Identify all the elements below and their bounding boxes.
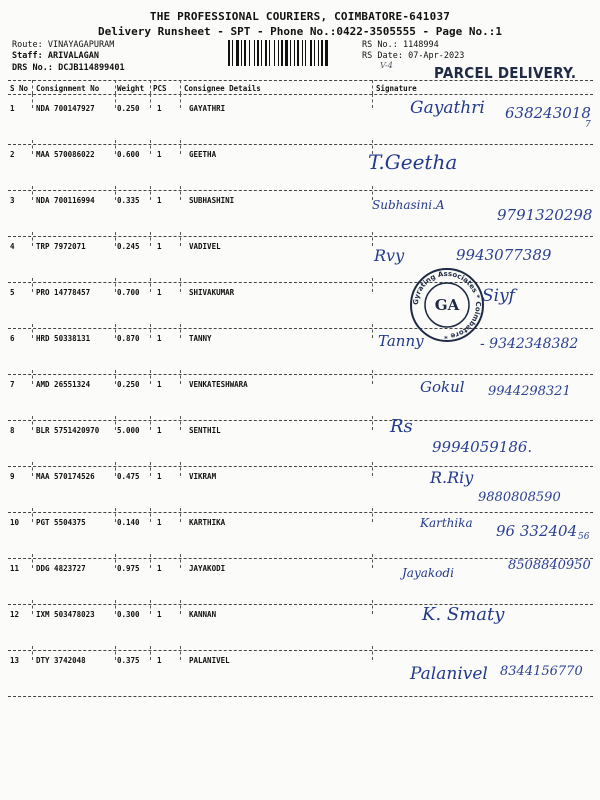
handwritten-phone: 8508840950 xyxy=(508,558,591,573)
row-separator xyxy=(8,144,593,145)
col-divider xyxy=(115,140,116,154)
sno-cell: 4 xyxy=(10,242,15,251)
col-divider xyxy=(115,462,116,476)
route-label: Route: xyxy=(12,40,43,50)
sno-cell: 9 xyxy=(10,472,15,481)
col-divider xyxy=(32,554,33,568)
col-divider xyxy=(372,186,373,200)
row-separator xyxy=(8,604,593,605)
barcode-bar xyxy=(269,40,270,66)
consignment-no-cell: AMD 26551324 xyxy=(36,380,91,389)
sno-cell: 10 xyxy=(10,518,20,527)
col-header-consignee: Consignee Details xyxy=(184,84,261,93)
col-divider xyxy=(115,416,116,430)
sno-cell: 5 xyxy=(10,288,15,297)
rs-no-line xyxy=(362,40,439,50)
col-divider xyxy=(32,186,33,200)
consignment-no-cell: DDG 4823727 xyxy=(36,564,86,573)
col-divider xyxy=(32,278,33,292)
consignment-no-cell: NDA 700116994 xyxy=(36,196,95,205)
barcode-bar xyxy=(325,40,328,66)
col-divider xyxy=(372,94,373,108)
barcode-bar xyxy=(285,40,288,66)
weight-cell: 0.475 xyxy=(117,472,140,481)
handwritten-phone: 9944298321 xyxy=(488,384,571,399)
col-divider xyxy=(115,278,116,292)
barcode-bar xyxy=(310,40,312,66)
col-divider xyxy=(372,278,373,292)
col-divider xyxy=(372,80,373,94)
row-separator xyxy=(8,282,593,283)
col-divider xyxy=(32,80,33,94)
col-divider xyxy=(32,94,33,108)
sno-cell: 2 xyxy=(10,150,15,159)
col-divider xyxy=(180,140,181,154)
stamp-ring-text: Gyrating Associates * Coimbatore * xyxy=(411,269,483,341)
handwritten-signature: Tanny xyxy=(378,332,424,350)
col-divider xyxy=(372,370,373,384)
col-divider xyxy=(372,600,373,614)
consignee-cell: JAYAKODI xyxy=(189,564,226,573)
staff-value: ARIVALAGAN xyxy=(47,51,100,61)
col-header-pcs: PCS xyxy=(153,84,167,93)
weight-cell: 0.375 xyxy=(117,656,140,665)
barcode-bar xyxy=(297,40,299,66)
col-divider xyxy=(372,554,373,568)
sno-cell: 12 xyxy=(10,610,20,619)
barcode-bar xyxy=(244,40,246,66)
handwritten-phone: 9791320298 xyxy=(497,206,593,224)
handwritten-signature: K. Smaty xyxy=(422,604,505,625)
col-divider xyxy=(372,508,373,522)
route-value: VINAYAGAPURAM xyxy=(47,40,115,50)
col-divider xyxy=(32,416,33,430)
sno-cell: 11 xyxy=(10,564,20,573)
col-divider xyxy=(180,370,181,384)
col-divider xyxy=(150,646,151,660)
handwritten-signature: R.Riy xyxy=(430,468,474,487)
col-divider xyxy=(32,324,33,338)
col-divider xyxy=(150,94,151,108)
route-line xyxy=(12,40,114,50)
pcs-cell: 1 xyxy=(157,518,162,527)
runsheet-subtitle: Delivery Runsheet - SPT - Phone No.:0422-3505555 - Page No.:1 xyxy=(98,25,502,38)
consignee-cell: VADIVEL xyxy=(189,242,221,251)
drs-value: DCJB114899401 xyxy=(58,63,125,73)
handwritten-phone-extra: 56 xyxy=(578,532,590,542)
staff-line xyxy=(12,51,99,61)
barcode-bar xyxy=(257,40,259,66)
col-divider xyxy=(150,416,151,430)
handwritten-signature: Rvy xyxy=(374,246,405,265)
col-divider xyxy=(150,232,151,246)
rs-date-value: 07-Apr-2023 xyxy=(408,51,465,61)
col-divider xyxy=(32,462,33,476)
col-divider xyxy=(150,554,151,568)
consignment-no-cell: MAA 570086022 xyxy=(36,150,95,159)
parcel-delivery-stamp: PARCEL DELIVERY. xyxy=(434,64,577,82)
col-divider xyxy=(32,646,33,660)
weight-cell: 0.700 xyxy=(117,288,140,297)
col-divider xyxy=(32,370,33,384)
consignment-no-cell: HRD 50338131 xyxy=(36,334,91,343)
col-divider xyxy=(150,508,151,522)
consignment-no-cell: TRP 7972071 xyxy=(36,242,86,251)
weight-cell: 5.000 xyxy=(117,426,140,435)
drs-label: DRS No.: xyxy=(12,63,53,73)
barcode-bar xyxy=(302,40,303,66)
stamp-initials: GA xyxy=(434,296,460,314)
sno-cell: 13 xyxy=(10,656,20,665)
handwritten-phone: 8344156770 xyxy=(500,664,583,679)
rs-date-line xyxy=(362,51,464,61)
col-divider xyxy=(115,600,116,614)
col-divider xyxy=(180,232,181,246)
barcode-bar xyxy=(249,40,250,66)
consignee-cell: SENTHIL xyxy=(189,426,221,435)
col-divider xyxy=(180,186,181,200)
col-divider xyxy=(180,416,181,430)
sno-cell: 7 xyxy=(10,380,15,389)
sno-cell: 6 xyxy=(10,334,15,343)
barcode-bar xyxy=(274,40,275,66)
col-divider xyxy=(115,80,116,94)
col-divider xyxy=(150,324,151,338)
weight-cell: 0.140 xyxy=(117,518,140,527)
barcode-bar xyxy=(232,40,233,66)
consignment-no-cell: IXM 503478023 xyxy=(36,610,95,619)
pcs-cell: 1 xyxy=(157,334,162,343)
pcs-cell: 1 xyxy=(157,610,162,619)
col-divider xyxy=(372,416,373,430)
company-round-stamp xyxy=(408,266,486,344)
handwritten-signature: Gayathri xyxy=(410,98,485,118)
handwritten-phone: 638243018 xyxy=(505,104,591,122)
col-divider xyxy=(115,646,116,660)
col-divider xyxy=(180,646,181,660)
consignee-cell: VENKATESHWARA xyxy=(189,380,248,389)
col-divider xyxy=(32,232,33,246)
handwritten-phone: - 9342348382 xyxy=(480,336,579,352)
row-separator xyxy=(8,420,593,421)
pcs-cell: 1 xyxy=(157,564,162,573)
table-header-rule xyxy=(8,94,593,95)
handwritten-phone: 9880808590 xyxy=(478,490,561,505)
barcode-bar xyxy=(236,40,239,66)
col-divider xyxy=(32,600,33,614)
col-divider xyxy=(115,232,116,246)
barcode-bar xyxy=(261,40,262,66)
consignment-no-cell: PGT 5504375 xyxy=(36,518,86,527)
weight-cell: 0.600 xyxy=(117,150,140,159)
barcode-bar xyxy=(318,40,319,66)
col-divider xyxy=(180,278,181,292)
consignee-cell: SHIVAKUMAR xyxy=(189,288,235,297)
barcode-image xyxy=(228,40,354,66)
weight-cell: 0.250 xyxy=(117,380,140,389)
pcs-cell: 1 xyxy=(157,288,162,297)
sno-cell: 3 xyxy=(10,196,15,205)
handwritten-signature: Rs xyxy=(390,416,413,437)
col-divider xyxy=(372,324,373,338)
handwritten-signature: Gokul xyxy=(420,378,465,396)
handwritten-signature: Jayakodi xyxy=(402,566,454,580)
barcode-bar xyxy=(281,40,283,66)
consignee-cell: GAYATHRI xyxy=(189,104,226,113)
row-separator xyxy=(8,190,593,191)
weight-cell: 0.300 xyxy=(117,610,140,619)
col-divider xyxy=(150,600,151,614)
weight-cell: 0.335 xyxy=(117,196,140,205)
company-title: THE PROFESSIONAL COURIERS, COIMBATORE-641037 xyxy=(149,10,451,23)
barcode-bar xyxy=(314,40,315,66)
staff-label: Staff: xyxy=(12,51,43,61)
col-divider xyxy=(372,462,373,476)
consignment-no-cell: MAA 570174526 xyxy=(36,472,95,481)
col-divider xyxy=(150,186,151,200)
drs-line xyxy=(12,63,125,73)
row-separator xyxy=(8,374,593,375)
pcs-cell: 1 xyxy=(157,150,162,159)
consignment-no-cell: BLR 5751420970 xyxy=(36,426,100,435)
row-separator xyxy=(8,512,593,513)
col-divider xyxy=(115,508,116,522)
barcode-bar xyxy=(305,40,306,66)
consignee-cell: KARTHIKA xyxy=(189,518,226,527)
col-divider xyxy=(150,140,151,154)
col-divider xyxy=(32,508,33,522)
rs-no-value: 1148994 xyxy=(402,40,439,50)
handwritten-signature: Subhasini.A xyxy=(372,198,445,212)
barcode-bar xyxy=(254,40,255,66)
pcs-cell: 1 xyxy=(157,426,162,435)
handwritten-signature: Karthika xyxy=(420,516,473,530)
col-divider xyxy=(150,462,151,476)
consignee-cell: GEETHA xyxy=(189,150,217,159)
col-divider xyxy=(372,140,373,154)
col-divider xyxy=(180,600,181,614)
consignment-no-cell: NDA 700147927 xyxy=(36,104,95,113)
top-scribble: V-4 xyxy=(380,61,393,70)
consignee-cell: SUBHASHINI xyxy=(189,196,235,205)
col-divider xyxy=(180,554,181,568)
col-divider xyxy=(115,94,116,108)
handwritten-phone: 9994059186. xyxy=(432,438,533,456)
handwritten-phone-extra: 7 xyxy=(585,120,591,130)
col-divider xyxy=(180,462,181,476)
pcs-cell: 1 xyxy=(157,104,162,113)
pcs-cell: 1 xyxy=(157,380,162,389)
col-divider xyxy=(32,140,33,154)
row-separator xyxy=(8,236,593,237)
pcs-cell: 1 xyxy=(157,242,162,251)
col-header-weight: Weight xyxy=(117,84,145,93)
col-divider xyxy=(115,324,116,338)
pcs-cell: 1 xyxy=(157,196,162,205)
col-divider xyxy=(150,80,151,94)
consignee-cell: VIKRAM xyxy=(189,472,217,481)
row-separator xyxy=(8,328,593,329)
rs-date-label: RS Date: xyxy=(362,51,403,61)
rs-no-label: RS No.: xyxy=(362,40,398,50)
col-divider xyxy=(115,554,116,568)
row-separator xyxy=(8,466,593,467)
col-divider xyxy=(150,370,151,384)
row-separator xyxy=(8,696,593,697)
handwritten-phone: 9943077389 xyxy=(456,246,552,264)
consignee-cell: KANNAN xyxy=(189,610,217,619)
consignment-no-cell: DTY 3742048 xyxy=(36,656,86,665)
col-divider xyxy=(115,186,116,200)
col-header-signature: Signature xyxy=(376,84,417,93)
handwritten-phone: 96 332404 xyxy=(496,522,578,540)
col-divider xyxy=(180,508,181,522)
barcode-bar xyxy=(228,40,230,66)
barcode-bar xyxy=(321,40,323,66)
col-divider xyxy=(372,646,373,660)
weight-cell: 0.870 xyxy=(117,334,140,343)
barcode-bar xyxy=(290,40,291,66)
col-divider xyxy=(180,80,181,94)
handwritten-signature: T.Geetha xyxy=(368,150,458,174)
sno-cell: 1 xyxy=(10,104,15,113)
col-divider xyxy=(150,278,151,292)
handwritten-signature: Siyf xyxy=(482,286,515,306)
barcode-bar xyxy=(294,40,295,66)
consignee-cell: TANNY xyxy=(189,334,212,343)
col-header-consignment: Consignment No xyxy=(36,84,100,93)
weight-cell: 0.975 xyxy=(117,564,140,573)
col-divider xyxy=(180,324,181,338)
weight-cell: 0.250 xyxy=(117,104,140,113)
weight-cell: 0.245 xyxy=(117,242,140,251)
row-separator xyxy=(8,558,593,559)
row-separator xyxy=(8,650,593,651)
barcode-bar xyxy=(278,40,279,66)
col-divider xyxy=(115,370,116,384)
col-divider xyxy=(180,94,181,108)
col-divider xyxy=(372,232,373,246)
barcode-bar xyxy=(241,40,242,66)
pcs-cell: 1 xyxy=(157,472,162,481)
sno-cell: 8 xyxy=(10,426,15,435)
barcode-bar xyxy=(265,40,267,66)
table-top-rule xyxy=(8,80,593,81)
handwritten-signature: Palanivel xyxy=(410,664,488,684)
pcs-cell: 1 xyxy=(157,656,162,665)
consignee-cell: PALANIVEL xyxy=(189,656,230,665)
consignment-no-cell: PRO 14778457 xyxy=(36,288,91,297)
col-header-sno: S No xyxy=(10,84,29,93)
